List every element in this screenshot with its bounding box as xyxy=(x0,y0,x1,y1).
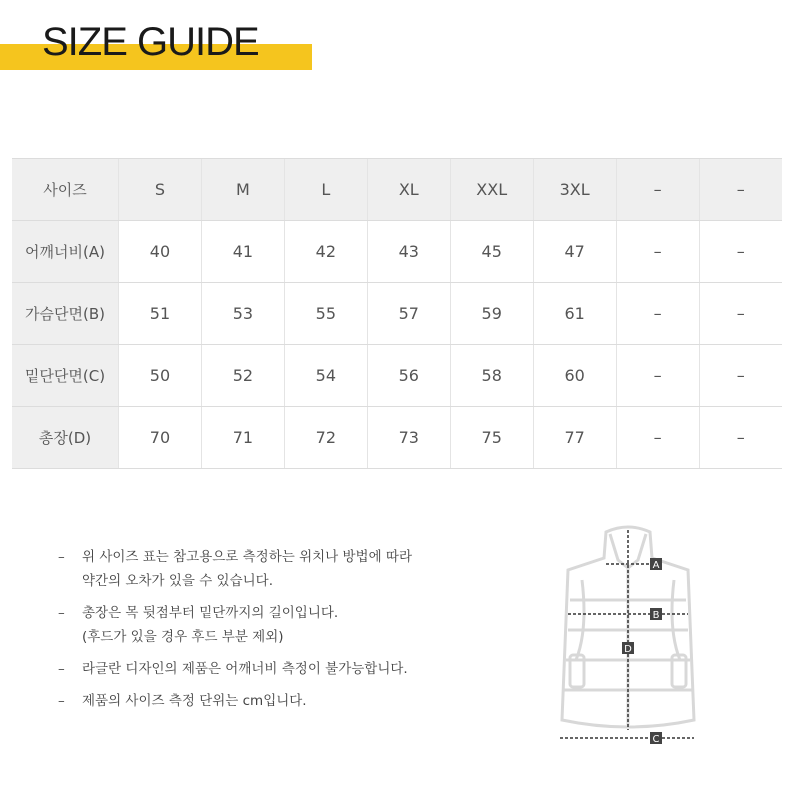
note-line: 총장은 목 뒷점부터 밑단까지의 길이입니다. xyxy=(82,605,339,621)
table-row xyxy=(12,407,782,469)
note-text xyxy=(82,689,498,713)
table-cell: 56 xyxy=(367,345,450,407)
table-cell: 61 xyxy=(533,283,616,345)
measure-a-label: A xyxy=(652,560,660,571)
measure-c-label: C xyxy=(652,734,660,745)
table-cell: 47 xyxy=(533,221,616,283)
note-dash: – xyxy=(58,605,65,621)
table-cell: 70 xyxy=(119,407,202,469)
table-header-row xyxy=(12,159,782,221)
row-label: 가슴단면(B) xyxy=(12,283,119,345)
table-cell: 53 xyxy=(201,283,284,345)
size-table xyxy=(12,158,782,469)
title-area xyxy=(0,0,800,80)
table-cell: 77 xyxy=(533,407,616,469)
note-item xyxy=(58,601,498,649)
header-cell: – xyxy=(616,159,699,221)
header-cell: XXL xyxy=(450,159,533,221)
note-line: 제품의 사이즈 측정 단위는 cm입니다. xyxy=(82,693,307,709)
header-cell: 3XL xyxy=(533,159,616,221)
note-line: 위 사이즈 표는 참고용으로 측정하는 위치나 방법에 따라 xyxy=(82,549,412,565)
note-text xyxy=(82,601,498,649)
note-text xyxy=(82,545,498,593)
row-label: 어깨너비(A) xyxy=(12,221,119,283)
table-cell: 59 xyxy=(450,283,533,345)
table-cell: 71 xyxy=(201,407,284,469)
row-label: 총장(D) xyxy=(12,407,119,469)
table-cell: – xyxy=(699,221,782,283)
note-line: 약간의 오차가 있을 수 있습니다. xyxy=(82,573,273,589)
table-cell: 43 xyxy=(367,221,450,283)
table-cell: 75 xyxy=(450,407,533,469)
header-cell: XL xyxy=(367,159,450,221)
table-row xyxy=(12,221,782,283)
table-cell: 41 xyxy=(201,221,284,283)
note-item xyxy=(58,657,498,681)
measure-b-label: B xyxy=(652,610,660,621)
table-cell: 72 xyxy=(284,407,367,469)
note-item xyxy=(58,545,498,593)
table-cell: 73 xyxy=(367,407,450,469)
note-dash: – xyxy=(58,661,65,677)
table-cell: 58 xyxy=(450,345,533,407)
table-cell: 50 xyxy=(119,345,202,407)
table-row xyxy=(12,283,782,345)
table-cell: 55 xyxy=(284,283,367,345)
note-line: (후드가 있을 경우 후드 부분 제외) xyxy=(82,629,284,645)
notes-list xyxy=(58,545,498,721)
header-cell: – xyxy=(699,159,782,221)
table-cell: 51 xyxy=(119,283,202,345)
table-row xyxy=(12,345,782,407)
table-cell: 52 xyxy=(201,345,284,407)
table-cell: 45 xyxy=(450,221,533,283)
note-text xyxy=(82,657,498,681)
note-item xyxy=(58,689,498,713)
measure-d-label: D xyxy=(624,644,632,655)
table-cell: – xyxy=(699,283,782,345)
table-cell: – xyxy=(616,345,699,407)
header-label: 사이즈 xyxy=(12,159,119,221)
table-cell: 40 xyxy=(119,221,202,283)
table-cell: – xyxy=(616,283,699,345)
table-cell: – xyxy=(616,407,699,469)
table-cell: – xyxy=(616,221,699,283)
header-cell: M xyxy=(201,159,284,221)
table-cell: 57 xyxy=(367,283,450,345)
note-dash: – xyxy=(58,693,65,709)
header-cell: S xyxy=(119,159,202,221)
table-cell: 60 xyxy=(533,345,616,407)
row-label: 밑단단면(C) xyxy=(12,345,119,407)
note-dash: – xyxy=(58,549,65,565)
header-cell: L xyxy=(284,159,367,221)
table-cell: 42 xyxy=(284,221,367,283)
table-cell: – xyxy=(699,345,782,407)
table-cell: – xyxy=(699,407,782,469)
page-title: SIZE GUIDE xyxy=(42,20,259,64)
note-line: 라글란 디자인의 제품은 어깨너비 측정이 불가능합니다. xyxy=(82,661,408,677)
vest-measurement-diagram xyxy=(548,520,708,750)
table-cell: 54 xyxy=(284,345,367,407)
